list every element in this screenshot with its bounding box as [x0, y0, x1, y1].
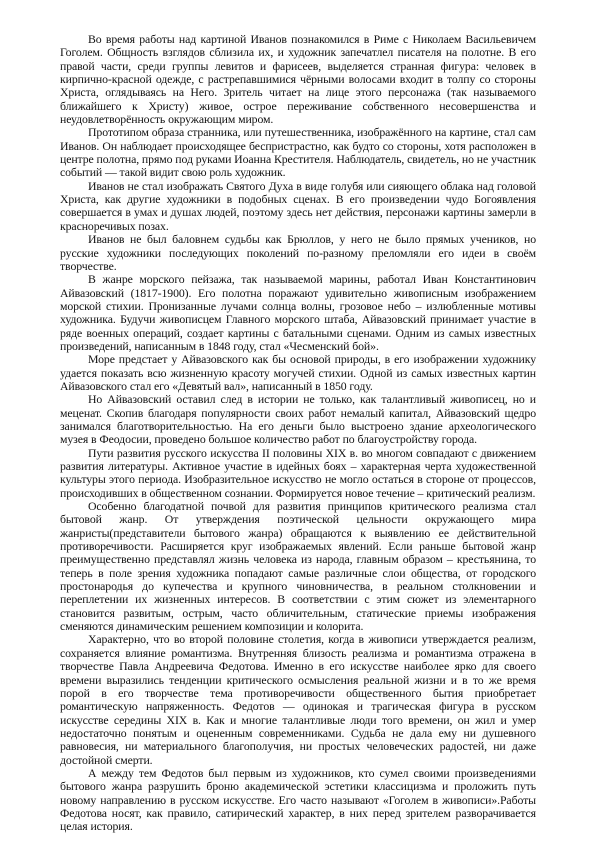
paragraph: А между тем Федотов был первым из художников, кто сумел своими произведениями бытового жанра разрушить броню академической эстетики классицизма и проложить путь новому направлению в русском искусстве. Его часто называют «Гоголем в живописи».Работы Федотова носят, как правило, сатирический характер, в них перед зрителем разворачивается целая история. — [60, 765, 536, 834]
paragraph: Во время работы над картиной Иванов познакомился в Риме с Николаем Васильевичем Гоголем. Общность взглядов сблизила их, и художник запечатлел писателя на полотне. В его правой части, среди группы левитов и фарисеев, выделяется странная фигура: человек в кирпично-красной одежде, с растрепавшимися чёрными волосами входит в толпу со стороны Христа, оглядываясь на Него. Зритель читает на лице этого персонажа (так называемого ближайшего к Христу) живое, острое переживание собственного несовершенства и неудовлетворённость окружающим миром. — [60, 32, 536, 127]
paragraph: Характерно, что во второй половине столетия, когда в живописи утверждается реализм, сохраняется влияние романтизма. Внутренняя близость реализма и романтизма отражена в творчестве Павла Андреевича Федотова. Именно в его искусстве наиболее ярко для своего времени выразились тенденции критического осмысления реальной жизни и в то же время порой в его творчестве тема противоречивости общественного бытия приобретает романтическую напряженность. Федотов — одинокая и трагическая фигура в русском искусстве середины XIX в. Как и многие талантливые люди того времени, он жил и умер недостаточно понятым и оцененным современниками. Судьба не дала ему ни душевного равновесия, ни материального благополучия, ни простых человеческих радостей, ни даже достойной смерти. — [60, 632, 536, 767]
paragraph: Иванов не был баловнем судьбы как Брюллов, у него не было прямых учеников, но русские художники последующих поколений по-разному преломляли его идеи в своём творчестве. — [60, 232, 536, 273]
paragraph: Пути развития русского искусства II половины XIX в. во многом совпадают с движением развития литературы. Активное участие в идейных боях – характерная черта художественной культуры этого периода. Изобразительное искусство не могло остаться в стороне от процессов, происходивших в общественном сознании. Формируется новое течение – критический реализм. — [60, 445, 536, 500]
paragraph: Особенно благодатной почвой для развития принципов критического реализма стал бытовой жанр. От утверждения поэтической цельности окружающего мира жанристы(представители бытового жанра) обращаются к выявлению ее действительной противоречивости. Расширяется круг изображаемых явлений. Если раньше бытовой жанр преимущественно представлял жизнь человека из народа, главным образом – крестьянина, то теперь в поле зрения художника попадают самые различные слои общества, от городского простонародья до купечества и крупного чиновничества, в реальном столкновении и переплетении их жизненных интересов. В соответствии с этим сюжет из элементарного становится развитым, острым, часто обличительным, статические приемы изображения сменяются динамическим решением композиции и колорита. — [60, 499, 536, 634]
paragraph: Прототипом образа странника, или путешественника, изображённого на картине, стал сам Иванов. Он наблюдает происходящее беспристрастно, как будто со стороны, хотя расположен в центре полотна, прямо под руками Иоанна Крестителя. Наблюдатель, свидетель, но не участник событий — такой видит свою роль художник. — [60, 125, 536, 180]
paragraph: Но Айвазовский оставил след в истории не только, как талантливый живописец, но и меценат. Скопив благодаря популярности своих работ немалый капитал, Айвазовский щедро занимался благотворительностью. На его деньги было выстроено здание археологического музея в Феодосии, проведено большое количество работ по благоустройству города. — [60, 392, 536, 447]
paragraph: В жанре морского пейзажа, так называемой марины, работал Иван Константинович Айвазовский (1817-1900). Его полотна поражают удивительно живописным изображением морской стихии. Пронизанные лучами солнца волны, грозовое небо – излюбленные мотивы художника. Будучи живописцем Главного морского штаба, Айвазовский принимает участие в ряде военных операций, создает картины с батальными сценами. Одним из самых известных произведений, написанным в 1848 году, стал «Чесменский бой». — [60, 272, 536, 353]
document-body — [60, 33, 536, 834]
paragraph: Иванов не стал изображать Святого Духа в виде голубя или сияющего облака над головой Христа, как другие художники в подобных сценах. В его произведении чудо Богоявления совершается в умах и душах людей, поэтому здесь нет действия, персонажи картины замерли в красноречивых позах. — [60, 178, 536, 233]
paragraph: Море предстает у Айвазовского как бы основой природы, в его изображении художнику удается показать всю жизненную красоту могучей стихии. Одной из самых известных картин Айвазовского стал его «Девятый вал», написанный в 1850 году. — [60, 352, 536, 393]
